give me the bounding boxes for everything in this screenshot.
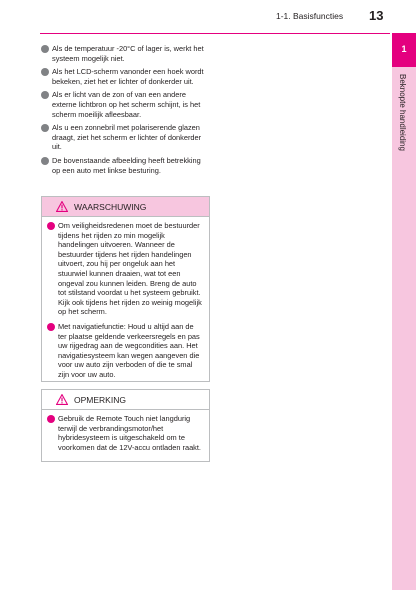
warning-item-text: Om veiligheidsredenen moet de bestuurder tijdens het rijden zo min mogelijk handelingen uitvoeren. Wanneer de bestuurder tijdens het rijden handelingen uitvoert, zou hij per ongeluk aan het stuurwiel kunnen draaien, wat tot een ongeval zou kunnen leiden. Breng de auto tot stilstand voordat u het systeem gebruikt. Kijk ook tijdens het rijden zo weinig mogelijk op het scherm.: [58, 221, 202, 317]
warning-item-text: Met navigatiefunctie: Houd u altijd aan de ter plaatse geldende verkeersregels en pas uw rijgedrag aan de wegcondities aan. Het navigatiesysteem kan wegen aangeven die voor uw auto zijn verboden of die te smal zijn voor uw auto.: [58, 321, 200, 379]
caution-triangle-icon: [56, 394, 68, 405]
chapter-number: 1: [401, 44, 407, 54]
list-item-text: Als er licht van de zon of van een andere externe lichtbron op het scherm schijnt, is het scherm moeilijk afleesbaar.: [52, 90, 201, 119]
list-item-text: Als het LCD-scherm vanonder een hoek wordt bekeken, ziet het er lichter of donkerder uit.: [52, 67, 204, 86]
list-item: [41, 90, 209, 119]
list-item: [41, 67, 209, 86]
bullet-icon: [41, 91, 49, 99]
bullet-icon: [41, 45, 49, 53]
list-item: [41, 123, 209, 152]
warning-triangle-icon: [56, 201, 68, 212]
bullet-icon: [41, 157, 49, 165]
warning-item: [47, 221, 203, 317]
warning-title: WAARSCHUWING: [74, 201, 147, 212]
bullet-list: [41, 44, 209, 179]
note-item: [47, 414, 203, 452]
header-divider: [40, 33, 390, 34]
warning-header: [42, 197, 209, 217]
bullet-icon: [41, 68, 49, 76]
bullet-icon: [47, 222, 55, 230]
warning-body: [42, 217, 209, 380]
section-title: 1-1. Basisfuncties: [276, 11, 344, 21]
bullet-icon: [41, 124, 49, 132]
warning-item: [47, 322, 203, 380]
note-title: OPMERKING: [74, 394, 126, 405]
note-header: [42, 390, 209, 410]
chapter-label: Beknopte handleiding: [398, 74, 407, 151]
warning-box: [41, 196, 210, 382]
list-item: [41, 156, 209, 175]
note-item-text: Gebruik de Remote Touch niet langdurig terwijl de verbrandingsmotor/het hybridesysteem is uitgeschakeld om te voorkomen dat de 12V-accu ontladen raakt.: [58, 414, 201, 452]
note-body: [42, 410, 209, 452]
bullet-icon: [47, 415, 55, 423]
list-item-text: Als u een zonnebril met polariserende glazen draagt, ziet het scherm er lichter of donkerder uit.: [52, 123, 202, 152]
page-number: 13: [369, 8, 384, 23]
list-item: [41, 44, 209, 63]
list-item-text: De bovenstaande afbeelding heeft betrekking op een auto met linkse besturing.: [52, 155, 201, 175]
bullet-icon: [47, 323, 55, 331]
note-box: [41, 389, 210, 462]
list-item-text: Als de temperatuur -20°C of lager is, werkt het systeem mogelijk niet.: [52, 44, 204, 63]
